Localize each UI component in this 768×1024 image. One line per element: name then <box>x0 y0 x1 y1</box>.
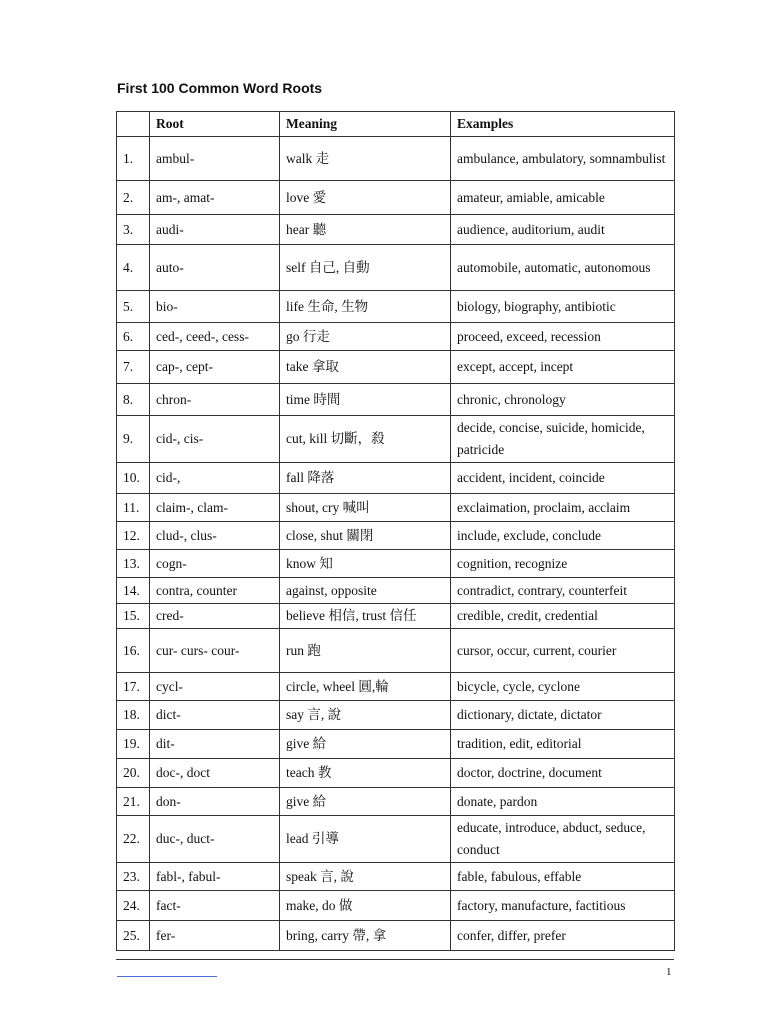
row-root: fact- <box>150 891 280 921</box>
row-number: 2. <box>117 181 150 215</box>
row-examples: tradition, edit, editorial <box>451 730 675 759</box>
row-root: cycl- <box>150 673 280 701</box>
row-meaning: lead 引導 <box>280 816 451 863</box>
row-number: 7. <box>117 351 150 384</box>
row-examples: proceed, exceed, recession <box>451 323 675 351</box>
row-meaning: circle, wheel 圓,輪 <box>280 673 451 701</box>
row-root: contra, counter <box>150 578 280 604</box>
table-row <box>117 463 675 494</box>
table-row <box>117 759 675 788</box>
row-examples: except, accept, incept <box>451 351 675 384</box>
table-row <box>117 891 675 921</box>
header-number <box>117 112 150 137</box>
row-examples: dictionary, dictate, dictator <box>451 701 675 730</box>
row-root: clud-, clus- <box>150 522 280 550</box>
row-examples: include, exclude, conclude <box>451 522 675 550</box>
row-number: 17. <box>117 673 150 701</box>
row-number: 13. <box>117 550 150 578</box>
row-root: don- <box>150 788 280 816</box>
header-root: Root <box>150 112 280 137</box>
row-number: 9. <box>117 416 150 463</box>
row-number: 8. <box>117 384 150 416</box>
table-row <box>117 730 675 759</box>
row-examples: cursor, occur, current, courier <box>451 629 675 673</box>
header-meaning: Meaning <box>280 112 451 137</box>
table-row <box>117 701 675 730</box>
row-number: 22. <box>117 816 150 863</box>
row-examples: decide, concise, suicide, homicide, patricide <box>451 416 675 463</box>
row-number: 20. <box>117 759 150 788</box>
row-root: claim-, clam- <box>150 494 280 522</box>
row-meaning: time 時間 <box>280 384 451 416</box>
row-examples: contradict, contrary, counterfeit <box>451 578 675 604</box>
row-root: bio- <box>150 291 280 323</box>
footer-link-underline <box>117 976 217 977</box>
row-examples: credible, credit, credential <box>451 604 675 629</box>
row-number: 6. <box>117 323 150 351</box>
row-meaning: go 行走 <box>280 323 451 351</box>
row-examples: chronic, chronology <box>451 384 675 416</box>
row-examples: cognition, recognize <box>451 550 675 578</box>
row-root: cid-, <box>150 463 280 494</box>
row-meaning: cut, kill 切斷，殺 <box>280 416 451 463</box>
row-examples: bicycle, cycle, cyclone <box>451 673 675 701</box>
table-row <box>117 245 675 291</box>
row-examples: educate, introduce, abduct, seduce, conduct <box>451 816 675 863</box>
row-meaning: say 言, 說 <box>280 701 451 730</box>
page-number: 1 <box>666 966 672 978</box>
table-row <box>117 863 675 891</box>
table-row <box>117 494 675 522</box>
row-examples: ambulance, ambulatory, somnambulist <box>451 137 675 181</box>
table-row <box>117 215 675 245</box>
row-root: duc-, duct- <box>150 816 280 863</box>
row-meaning: teach 教 <box>280 759 451 788</box>
row-meaning: take 拿取 <box>280 351 451 384</box>
row-number: 5. <box>117 291 150 323</box>
row-examples: fable, fabulous, effable <box>451 863 675 891</box>
row-examples: biology, biography, antibiotic <box>451 291 675 323</box>
row-root: fer- <box>150 921 280 951</box>
table-row <box>117 416 675 463</box>
row-examples: accident, incident, coincide <box>451 463 675 494</box>
table-row <box>117 629 675 673</box>
row-root: fabl-, fabul- <box>150 863 280 891</box>
row-number: 25. <box>117 921 150 951</box>
table-row <box>117 604 675 629</box>
row-root: audi- <box>150 215 280 245</box>
row-root: auto- <box>150 245 280 291</box>
table-row <box>117 673 675 701</box>
row-number: 10. <box>117 463 150 494</box>
row-number: 15. <box>117 604 150 629</box>
table-row <box>117 550 675 578</box>
row-examples: exclaimation, proclaim, acclaim <box>451 494 675 522</box>
row-number: 23. <box>117 863 150 891</box>
row-examples: doctor, doctrine, document <box>451 759 675 788</box>
table-row <box>117 522 675 550</box>
table-row <box>117 351 675 384</box>
row-number: 4. <box>117 245 150 291</box>
row-number: 24. <box>117 891 150 921</box>
row-meaning: shout, cry 喊叫 <box>280 494 451 522</box>
row-meaning: self 自己, 自動 <box>280 245 451 291</box>
row-meaning: speak 言, 說 <box>280 863 451 891</box>
row-root: cur- curs- cour- <box>150 629 280 673</box>
table-row <box>117 384 675 416</box>
table-row <box>117 816 675 863</box>
row-meaning: give 給 <box>280 788 451 816</box>
row-number: 21. <box>117 788 150 816</box>
row-examples: amateur, amiable, amicable <box>451 181 675 215</box>
row-root: doc-, doct <box>150 759 280 788</box>
row-number: 11. <box>117 494 150 522</box>
row-root: cred- <box>150 604 280 629</box>
row-examples: donate, pardon <box>451 788 675 816</box>
row-root: dict- <box>150 701 280 730</box>
row-number: 18. <box>117 701 150 730</box>
row-meaning: love 愛 <box>280 181 451 215</box>
row-number: 12. <box>117 522 150 550</box>
header-examples: Examples <box>451 112 675 137</box>
row-number: 14. <box>117 578 150 604</box>
row-number: 1. <box>117 137 150 181</box>
table-row <box>117 291 675 323</box>
row-root: dit- <box>150 730 280 759</box>
row-root: chron- <box>150 384 280 416</box>
row-examples: confer, differ, prefer <box>451 921 675 951</box>
row-root: cid-, cis- <box>150 416 280 463</box>
row-number: 16. <box>117 629 150 673</box>
row-examples: audience, auditorium, audit <box>451 215 675 245</box>
row-root: cap-, cept- <box>150 351 280 384</box>
row-meaning: walk 走 <box>280 137 451 181</box>
row-meaning: believe 相信, trust 信任 <box>280 604 451 629</box>
row-root: am-, amat- <box>150 181 280 215</box>
row-meaning: hear 聽 <box>280 215 451 245</box>
table-row <box>117 788 675 816</box>
table-row <box>117 921 675 951</box>
table-row <box>117 181 675 215</box>
row-meaning: against, opposite <box>280 578 451 604</box>
row-number: 19. <box>117 730 150 759</box>
table-row <box>117 323 675 351</box>
row-root: cogn- <box>150 550 280 578</box>
table-row <box>117 578 675 604</box>
row-meaning: run 跑 <box>280 629 451 673</box>
row-meaning: give 給 <box>280 730 451 759</box>
table-row <box>117 137 675 181</box>
page-title: First 100 Common Word Roots <box>117 80 323 96</box>
table-header-row <box>117 112 675 137</box>
row-meaning: close, shut 關閉 <box>280 522 451 550</box>
row-meaning: life 生命, 生物 <box>280 291 451 323</box>
row-examples: automobile, automatic, autonomous <box>451 245 675 291</box>
row-meaning: fall 降落 <box>280 463 451 494</box>
row-meaning: know 知 <box>280 550 451 578</box>
row-meaning: make, do 做 <box>280 891 451 921</box>
row-root: ambul- <box>150 137 280 181</box>
row-number: 3. <box>117 215 150 245</box>
row-root: ced-, ceed-, cess- <box>150 323 280 351</box>
word-roots-table <box>116 111 675 951</box>
row-examples: factory, manufacture, factitious <box>451 891 675 921</box>
row-meaning: bring, carry 帶, 拿 <box>280 921 451 951</box>
footer-divider <box>116 959 674 960</box>
